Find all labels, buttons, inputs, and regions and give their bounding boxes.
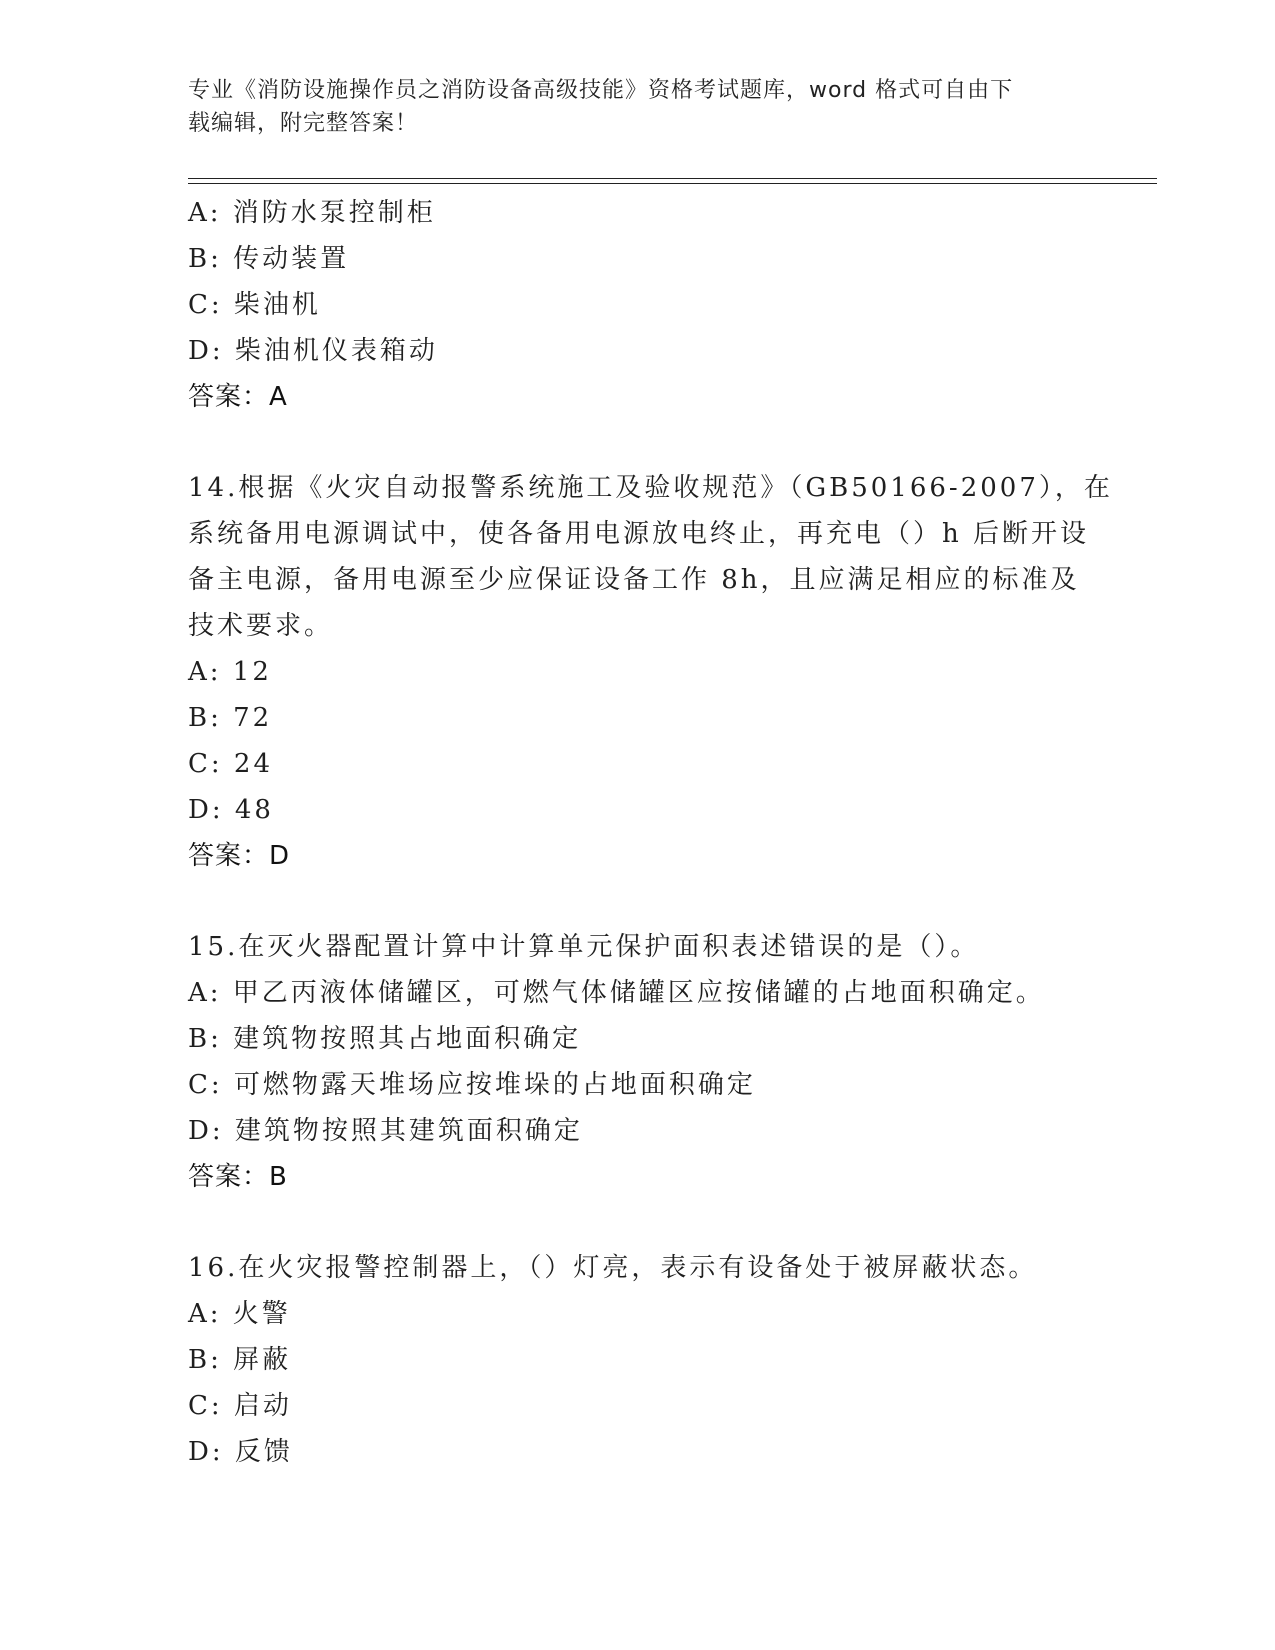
stem-line: 系统备用电源调试中，使各备用电源放电终止，再充电（）h 后断开设 bbox=[188, 519, 1090, 549]
question-stem: 15.在灭火器配置计算中计算单元保护面积表述错误的是（）。 bbox=[188, 932, 980, 962]
option-b: B: 传动装置 bbox=[188, 244, 350, 274]
option-c: C: 柴油机 bbox=[188, 290, 321, 320]
option-b: B: 建筑物按照其占地面积确定 bbox=[188, 1024, 582, 1054]
option-c: C: 24 bbox=[188, 749, 274, 779]
answer-line: 答案：A bbox=[188, 382, 288, 412]
stem-line: 技术要求。 bbox=[188, 611, 334, 641]
option-d: D: 建筑物按照其建筑面积确定 bbox=[188, 1116, 583, 1146]
header-line-1: 专业《消防设施操作员之消防设备高级技能》资格考试题库，word 格式可自由下 bbox=[188, 78, 1014, 103]
stem-line: 备主电源，备用电源至少应保证设备工作 8h，且应满足相应的标准及 bbox=[188, 565, 1080, 595]
question-list bbox=[188, 190, 1113, 1475]
header-divider-bottom bbox=[188, 183, 1157, 184]
header-line-2: 载编辑，附完整答案！ bbox=[188, 111, 419, 136]
option-d: D: 反馈 bbox=[188, 1437, 293, 1467]
document-header bbox=[188, 74, 1088, 140]
question-stem bbox=[188, 465, 1113, 649]
question-13 bbox=[188, 190, 1088, 420]
option-a: A: 火警 bbox=[188, 1299, 291, 1329]
option-a: A: 甲乙丙液体储罐区，可燃气体储罐区应按储罐的占地面积确定。 bbox=[188, 978, 1045, 1008]
option-a: A: 12 bbox=[188, 657, 272, 687]
option-b: B: 屏蔽 bbox=[188, 1345, 292, 1375]
question-14 bbox=[188, 465, 1113, 879]
option-a: A: 消防水泵控制柜 bbox=[188, 198, 436, 228]
option-b: B: 72 bbox=[188, 703, 273, 733]
answer-line: 答案：D bbox=[188, 841, 291, 871]
option-d: D: 柴油机仪表箱动 bbox=[188, 336, 438, 366]
question-15 bbox=[188, 924, 1088, 1200]
option-c: C: 启动 bbox=[188, 1391, 292, 1421]
option-c: C: 可燃物露天堆场应按堆垛的占地面积确定 bbox=[188, 1070, 756, 1100]
question-16 bbox=[188, 1245, 1088, 1475]
option-d: D: 48 bbox=[188, 795, 274, 825]
stem-line: 14.根据《火灾自动报警系统施工及验收规范》（GB50166-2007），在 bbox=[188, 473, 1113, 503]
question-stem: 16.在火灾报警控制器上，（）灯亮，表示有设备处于被屏蔽状态。 bbox=[188, 1253, 1038, 1283]
header-divider-top bbox=[188, 178, 1157, 179]
answer-line: 答案：B bbox=[188, 1162, 288, 1192]
